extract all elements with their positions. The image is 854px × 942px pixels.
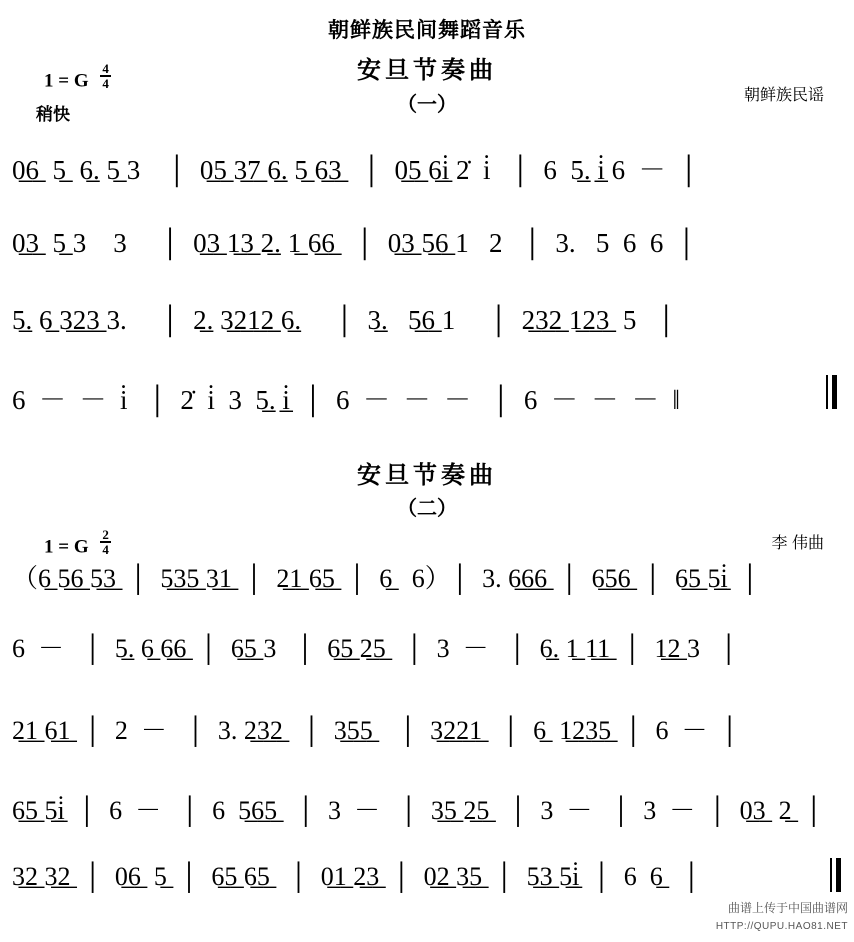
key-signature-1 (44, 62, 111, 92)
music-row-9: 3̲2̲ 3̲2̲ │ 0̲6̲ 5̲ │ 6̲5̲ 6̲5̲ │ 0̲1̲ 2̲3̲ │ 0̲2̲ 3̲5̲ │ 5̲3̲ 5̲i̲̇ │ 6 6̲ │ (12, 862, 701, 891)
music-row-5: （6̲ 5̲6̲ 5̲3̲ │ 5̲3̲5̲ 3̲1̲ │ 2̲1̲ 6̲5̲ │ 6̲ 6）│ 3. 6̲6̲6̲ │ 6̲5̲6̲ │ 6̲5̲ 5̲i̲̇ │ (12, 564, 760, 593)
key-signature-2 (44, 528, 111, 558)
time-signature-2-denominator: 4 (102, 542, 109, 558)
time-signature-1-denominator: 4 (102, 76, 109, 92)
music-row-8: 6̲5̲ 5̲i̲̇ │ 6 － │ 6 5̲6̲5̲ │ 3 － │ 3̲5̲ 2̲5̲ │ 3 － │ 3 － │ 0̲3̲ 2̲ │ (12, 796, 824, 825)
time-signature-1-numerator: 4 (102, 61, 109, 76)
music-row-6: 6 － │ 5̲. 6̲ 6̲6̲ │ 6̲5̲ 3 │ 6̲5̲ 2̲5̲ │ 3 － │ 6̲. 1̲ 1̲1̲ │ 1̲2̲ 3 │ (12, 634, 738, 663)
part-number-two: （二） (397, 498, 457, 520)
page-title: 安旦节奏曲 (357, 57, 497, 84)
attribution-1: 朝鲜族民谣 (743, 87, 824, 104)
key-signature-2-text: 1 = G (44, 536, 89, 558)
music-row-2: 0̲3̲ 5̲ 3 3 │ 0̲3̲ 1̲3̲ 2̲. 1̲ 6̲6̲ │ 0̲3̲ 5̲6̲ 1 2 │ 3. 5 6 6 │ (12, 228, 697, 258)
time-signature-2-numerator: 2 (102, 527, 109, 542)
part-number-one: （一） (397, 94, 457, 116)
watermark-line-1: 曲谱上传于中国曲谱网 (727, 901, 848, 915)
time-signature-1 (100, 62, 111, 91)
final-barline-2-thick (836, 858, 841, 892)
music-row-7: 2̲1̲ 6̲1̲ │ 2 － │ 3. 2̲3̲2̲ │ 3̲5̲5̲ │ 3̲2̲2̲1̲ │ 6̲ 1̲2̲3̲5̲ │ 6 － │ (12, 716, 739, 745)
music-row-4: 6 － － i̇ │ 2̇ i̇ 3 5̲. i̲̇ │ 6 － － － │ 6 － － － ‖ (12, 385, 680, 415)
key-signature-1-text: 1 = G (44, 70, 89, 92)
tempo-marking: 稍快 (36, 105, 70, 124)
time-signature-2 (100, 528, 111, 557)
music-row-3: 5̲. 6̲ 3̲2̲3̲ 3. │ 2̲. 3̲2̲1̲2̲ 6̲. │ 3̲. 5̲6̲ 1 │ 2̲3̲2̲ 1̲2̲3̲ 5 │ (12, 305, 676, 335)
final-barline-1-thick (832, 375, 837, 409)
attribution-2: 李 伟曲 (771, 535, 824, 552)
final-barline-1 (826, 375, 837, 409)
final-barline-2-thin (830, 858, 832, 892)
final-barline-1-thin (826, 375, 828, 409)
watermark-line-2: HTTP://QUPU.HAO81.NET (715, 921, 848, 932)
supertitle: 朝鲜族民间舞蹈音乐 (328, 19, 526, 42)
final-barline-2 (830, 858, 841, 892)
section2-title: 安旦节奏曲 (357, 462, 497, 489)
music-row-1: 0̲6̲ 5̲ 6̲. 5̲ 3 │ 0̲5̲ 3̲7̲ 6̲. 5̲ 6̲3̲ │ 0̲5̲ 6̲i̲̇ 2̇ i̇ │ 6 5̲. i̲̇ 6 － │ (12, 155, 699, 185)
